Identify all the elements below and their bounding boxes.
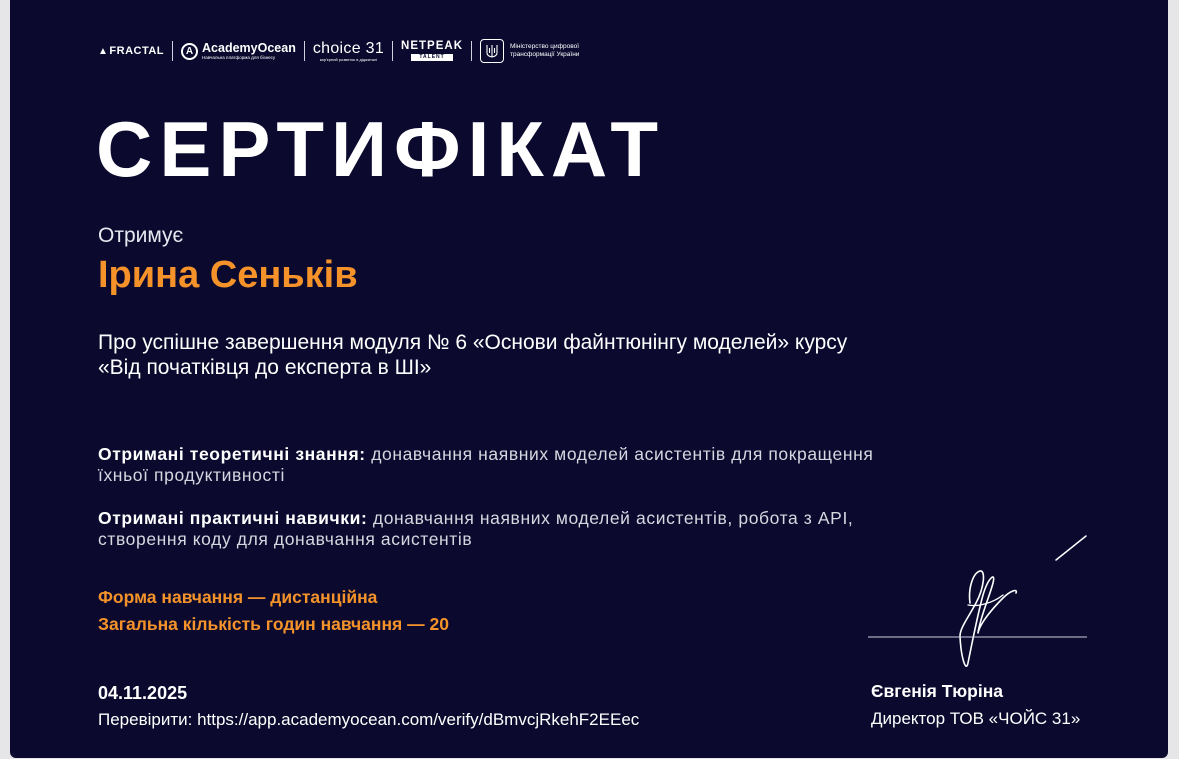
netpeak-logo-text: NETPEAK [401, 39, 463, 52]
choice31-logo-text: choice 31 [312, 39, 385, 57]
ministry-logo [480, 39, 606, 63]
signatory-title: Директор ТОВ «ЧОЙС 31» [871, 709, 1081, 728]
theoretical-knowledge-label: Отримані теоретичні знання: [98, 444, 366, 464]
signature-image [868, 533, 1103, 673]
study-form: Форма навчання — дистанційна [98, 587, 378, 607]
achievement-line: «Від початківця до експерта в ШІ» [98, 356, 432, 379]
choice31-tagline: кар'єрний розвиток в діджиталі [319, 56, 378, 62]
total-hours: Загальна кількість годин навчання — 20 [98, 614, 449, 634]
trident-icon [480, 39, 504, 63]
logo-divider [304, 41, 305, 61]
achievement-description [98, 330, 998, 380]
fractal-logo-text: FRACTAL [109, 45, 165, 57]
netpeak-talent-badge: TALENT [411, 54, 452, 61]
practical-skills-label: Отримані практичні навички: [98, 508, 368, 528]
academyocean-icon: A [181, 43, 198, 60]
netpeak-logo [401, 41, 463, 62]
logo-divider [392, 41, 393, 61]
academyocean-logo [181, 42, 296, 61]
logo-divider [471, 41, 472, 61]
theoretical-knowledge-text: донавчання наявних моделей асистентів для покращення їхньої продуктивності [98, 444, 874, 485]
theoretical-knowledge [98, 444, 918, 486]
ministry-logo-text: Міністерство цифрової трансформації України [510, 42, 580, 58]
practical-skills-text: донавчання наявних моделей асистентів, робота з API, створення коду для донавчання асистентів [98, 508, 854, 549]
recipient-name: Ірина Сеньків [98, 254, 358, 296]
academyocean-logo-text: AcademyOcean [202, 40, 296, 55]
recipient-label: Отримує [98, 224, 184, 247]
certificate [10, 0, 1168, 758]
choice31-logo [313, 41, 384, 62]
certificate-title: СЕРТИФІКАТ [96, 105, 666, 193]
issue-date: 04.11.2025 [98, 683, 188, 703]
fractal-logo [98, 45, 164, 57]
academyocean-tagline: Навчальна платформа для бізнесу [202, 55, 276, 60]
practical-skills [98, 508, 918, 550]
fractal-mark-icon: ▲ [98, 45, 109, 57]
verify-link[interactable]: Перевірити: https://app.academyocean.com/verify/dBmvcjRkehF2EEec [98, 710, 640, 729]
signatory-name: Євгенія Тюріна [871, 681, 1003, 701]
partner-logos [98, 36, 606, 66]
logo-divider [172, 41, 173, 61]
achievement-line: Про успішне завершення модуля № 6 «Основи файнтюнінгу моделей» курсу [98, 331, 848, 354]
